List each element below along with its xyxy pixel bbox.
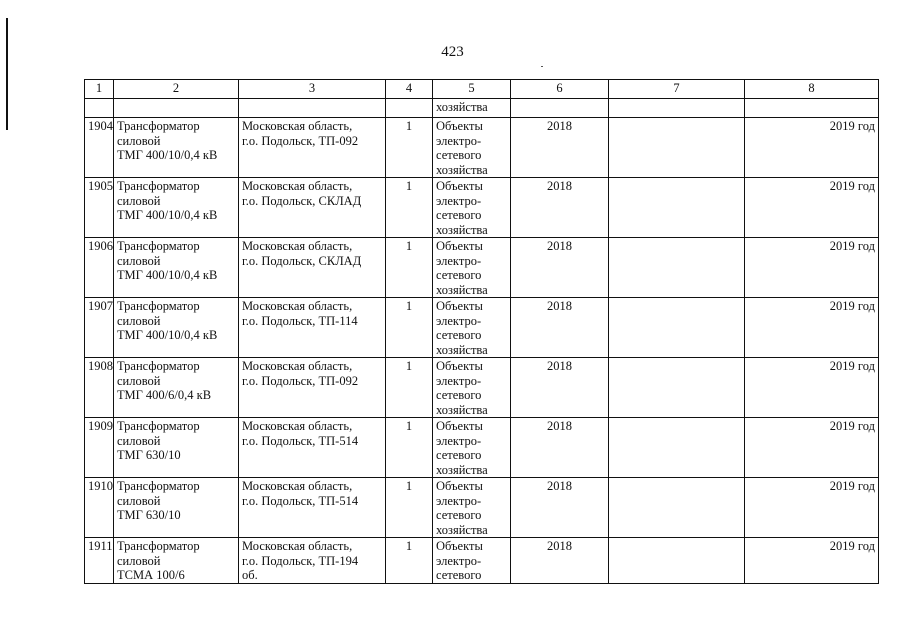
table-row (85, 178, 879, 238)
header-cell-1: 1 (85, 80, 114, 99)
header-cell-6: 6 (511, 80, 609, 99)
cell-num: 1907 (85, 298, 114, 358)
cell-purpose (433, 358, 511, 418)
cell-name (114, 478, 239, 538)
cell-plan: 2019 год (745, 178, 879, 238)
cell-location (239, 298, 386, 358)
scan-edge-mark (6, 18, 8, 130)
cell-qty: 1 (386, 118, 433, 178)
cell-purpose (433, 238, 511, 298)
cell-purpose-line: Объекты (436, 539, 483, 553)
cell-purpose-line: сетевого (436, 448, 482, 462)
cell-name-line: ТМГ 400/6/0,4 кВ (117, 388, 212, 402)
cell-col7 (609, 99, 745, 118)
page-number: 423 (441, 44, 464, 60)
cell-plan: 2019 год (745, 478, 879, 538)
cell-purpose-line: сетевого (436, 568, 482, 582)
header-row (85, 80, 879, 99)
cell-name-line: Трансформатор (117, 299, 200, 313)
cell-purpose-line: сетевого (436, 508, 482, 522)
cell-location (239, 478, 386, 538)
cell-plan: 2019 год (745, 538, 879, 584)
cell-col7 (609, 418, 745, 478)
cell-name-line: Трансформатор (117, 479, 200, 493)
cell-purpose-line: электро- (436, 253, 482, 268)
cell-plan (745, 99, 879, 118)
cell-year (511, 99, 609, 118)
cell-name-line: Трансформатор (117, 419, 200, 433)
cell-purpose (433, 118, 511, 178)
cell-plan: 2019 год (745, 118, 879, 178)
cell-plan: 2019 год (745, 238, 879, 298)
cell-purpose-line: электро- (436, 433, 482, 448)
cell-plan: 2019 год (745, 358, 879, 418)
cell-name (114, 178, 239, 238)
table-row (85, 418, 879, 478)
cell-name-line: силовой (117, 493, 161, 508)
cell-name-line: ТСМА 100/6 (117, 568, 185, 582)
table-body (85, 80, 879, 584)
cell-purpose-line: сетевого (436, 148, 482, 162)
table-row (85, 478, 879, 538)
cell-name-line: Трансформатор (117, 179, 200, 193)
cell-year: 2018 (511, 538, 609, 584)
cell-qty: 1 (386, 238, 433, 298)
cell-purpose-line: хозяйства (436, 522, 488, 537)
cell-year: 2018 (511, 478, 609, 538)
cell-year: 2018 (511, 358, 609, 418)
cell-purpose-line: сетевого (436, 328, 482, 342)
header-cell-3: 3 (239, 80, 386, 99)
cell-num: 1905 (85, 178, 114, 238)
cell-name (114, 118, 239, 178)
table-row (85, 238, 879, 298)
cell-location-line: г.о. Подольск, ТП-092 (242, 133, 359, 148)
header-cell-7: 7 (609, 80, 745, 99)
cell-location (239, 99, 386, 118)
table-row (85, 358, 879, 418)
cell-purpose-line: хозяйства (436, 222, 488, 237)
cell-purpose-line: Объекты (436, 299, 483, 313)
cell-purpose-line: Объекты (436, 119, 483, 133)
cell-qty (386, 99, 433, 118)
cell-plan: 2019 год (745, 298, 879, 358)
cell-col7 (609, 118, 745, 178)
cell-purpose-line: хозяйства (436, 342, 488, 357)
cell-purpose-line: Объекты (436, 179, 483, 193)
cell-name (114, 238, 239, 298)
cell-name-line: силовой (117, 373, 161, 388)
cell-location (239, 358, 386, 418)
cell-purpose-line: электро- (436, 553, 482, 568)
cell-qty: 1 (386, 478, 433, 538)
cell-purpose (433, 298, 511, 358)
cell-location (239, 178, 386, 238)
cell-name-line: ТМГ 630/10 (117, 448, 181, 462)
cell-purpose-line: Объекты (436, 239, 483, 253)
cell-location-line: Московская область, (242, 359, 353, 373)
cell-year: 2018 (511, 238, 609, 298)
header-cell-4: 4 (386, 80, 433, 99)
header-cell-2: 2 (114, 80, 239, 99)
cell-location-line: г.о. Подольск, ТП-194 (242, 553, 359, 568)
continuation-row (85, 99, 879, 118)
cell-col7 (609, 538, 745, 584)
cell-name (114, 358, 239, 418)
cell-location-line: Московская область, (242, 179, 353, 193)
cell-col7 (609, 238, 745, 298)
cell-purpose-line: сетевого (436, 388, 482, 402)
cell-location-line: г.о. Подольск, СКЛАД (242, 193, 362, 208)
cell-purpose-line: электро- (436, 193, 482, 208)
cell-location-line: Московская область, (242, 239, 353, 253)
cell-year: 2018 (511, 178, 609, 238)
cell-name-line: силовой (117, 553, 161, 568)
cell-name-line: Трансформатор (117, 119, 200, 133)
cell-name-line: ТМГ 400/10/0,4 кВ (117, 208, 218, 222)
cell-name-line: Трансформатор (117, 239, 200, 253)
cell-qty: 1 (386, 418, 433, 478)
cell-name-line: ТМГ 400/10/0,4 кВ (117, 328, 218, 342)
header-cell-8: 8 (745, 80, 879, 99)
cell-name (114, 538, 239, 584)
cell-num: 1909 (85, 418, 114, 478)
cell-purpose-line: хозяйства (436, 162, 488, 177)
cell-num: 1908 (85, 358, 114, 418)
cell-name-line: ТМГ 400/10/0,4 кВ (117, 268, 218, 282)
cell-col7 (609, 478, 745, 538)
cell-location-line: г.о. Подольск, ТП-092 (242, 373, 359, 388)
table-row (85, 538, 879, 584)
cell-year: 2018 (511, 418, 609, 478)
cell-location-line: Московская область, (242, 479, 353, 493)
cell-purpose-line: электро- (436, 373, 482, 388)
table-row (85, 118, 879, 178)
cell-col7 (609, 178, 745, 238)
cell-location-line: Московская область, (242, 419, 353, 433)
cell-purpose-line: электро- (436, 133, 482, 148)
cell-location-line: г.о. Подольск, ТП-514 (242, 433, 359, 448)
cell-purpose-line: сетевого (436, 268, 482, 282)
table-row (85, 298, 879, 358)
cell-name-line: силовой (117, 313, 161, 328)
cell-location-line: Московская область, (242, 299, 353, 313)
cell-purpose: хозяйства (433, 99, 511, 118)
cell-purpose (433, 478, 511, 538)
cell-qty: 1 (386, 538, 433, 584)
cell-purpose-line: хозяйства (436, 282, 488, 297)
cell-col7 (609, 358, 745, 418)
cell-num: 1910 (85, 478, 114, 538)
registry-table (84, 79, 879, 584)
cell-purpose-line: электро- (436, 493, 482, 508)
cell-plan: 2019 год (745, 418, 879, 478)
cell-num: 1911 (85, 538, 114, 584)
cell-purpose-line: хозяйства (436, 462, 488, 477)
cell-num: 1906 (85, 238, 114, 298)
cell-qty: 1 (386, 298, 433, 358)
cell-name-line: силовой (117, 133, 161, 148)
cell-purpose-line: Объекты (436, 419, 483, 433)
cell-name-line: силовой (117, 433, 161, 448)
scan-speck (541, 66, 543, 67)
cell-name-line: силовой (117, 193, 161, 208)
cell-qty: 1 (386, 178, 433, 238)
cell-purpose-line: сетевого (436, 208, 482, 222)
cell-location-line: г.о. Подольск, ТП-114 (242, 313, 358, 328)
cell-name (114, 298, 239, 358)
cell-purpose (433, 538, 511, 584)
cell-name (114, 418, 239, 478)
cell-location (239, 418, 386, 478)
cell-location (239, 118, 386, 178)
cell-location-line: Московская область, (242, 539, 353, 553)
cell-name (114, 99, 239, 118)
cell-location-line: г.о. Подольск, СКЛАД (242, 253, 362, 268)
cell-purpose (433, 178, 511, 238)
header-cell-5: 5 (433, 80, 511, 99)
cell-num (85, 99, 114, 118)
cell-purpose-line: хозяйства (436, 402, 488, 417)
cell-name-line: силовой (117, 253, 161, 268)
cell-purpose-line: Объекты (436, 479, 483, 493)
cell-num: 1904 (85, 118, 114, 178)
cell-purpose (433, 418, 511, 478)
cell-location (239, 238, 386, 298)
cell-name-line: ТМГ 630/10 (117, 508, 181, 522)
cell-purpose-line: Объекты (436, 359, 483, 373)
cell-name-line: Трансформатор (117, 539, 200, 553)
cell-purpose-line: электро- (436, 313, 482, 328)
cell-name-line: Трансформатор (117, 359, 200, 373)
cell-qty: 1 (386, 358, 433, 418)
cell-location-line: об. (242, 568, 258, 582)
cell-name-line: ТМГ 400/10/0,4 кВ (117, 148, 218, 162)
cell-location-line: Московская область, (242, 119, 353, 133)
cell-year: 2018 (511, 298, 609, 358)
cell-location (239, 538, 386, 584)
cell-location-line: г.о. Подольск, ТП-514 (242, 493, 359, 508)
cell-year: 2018 (511, 118, 609, 178)
cell-col7 (609, 298, 745, 358)
